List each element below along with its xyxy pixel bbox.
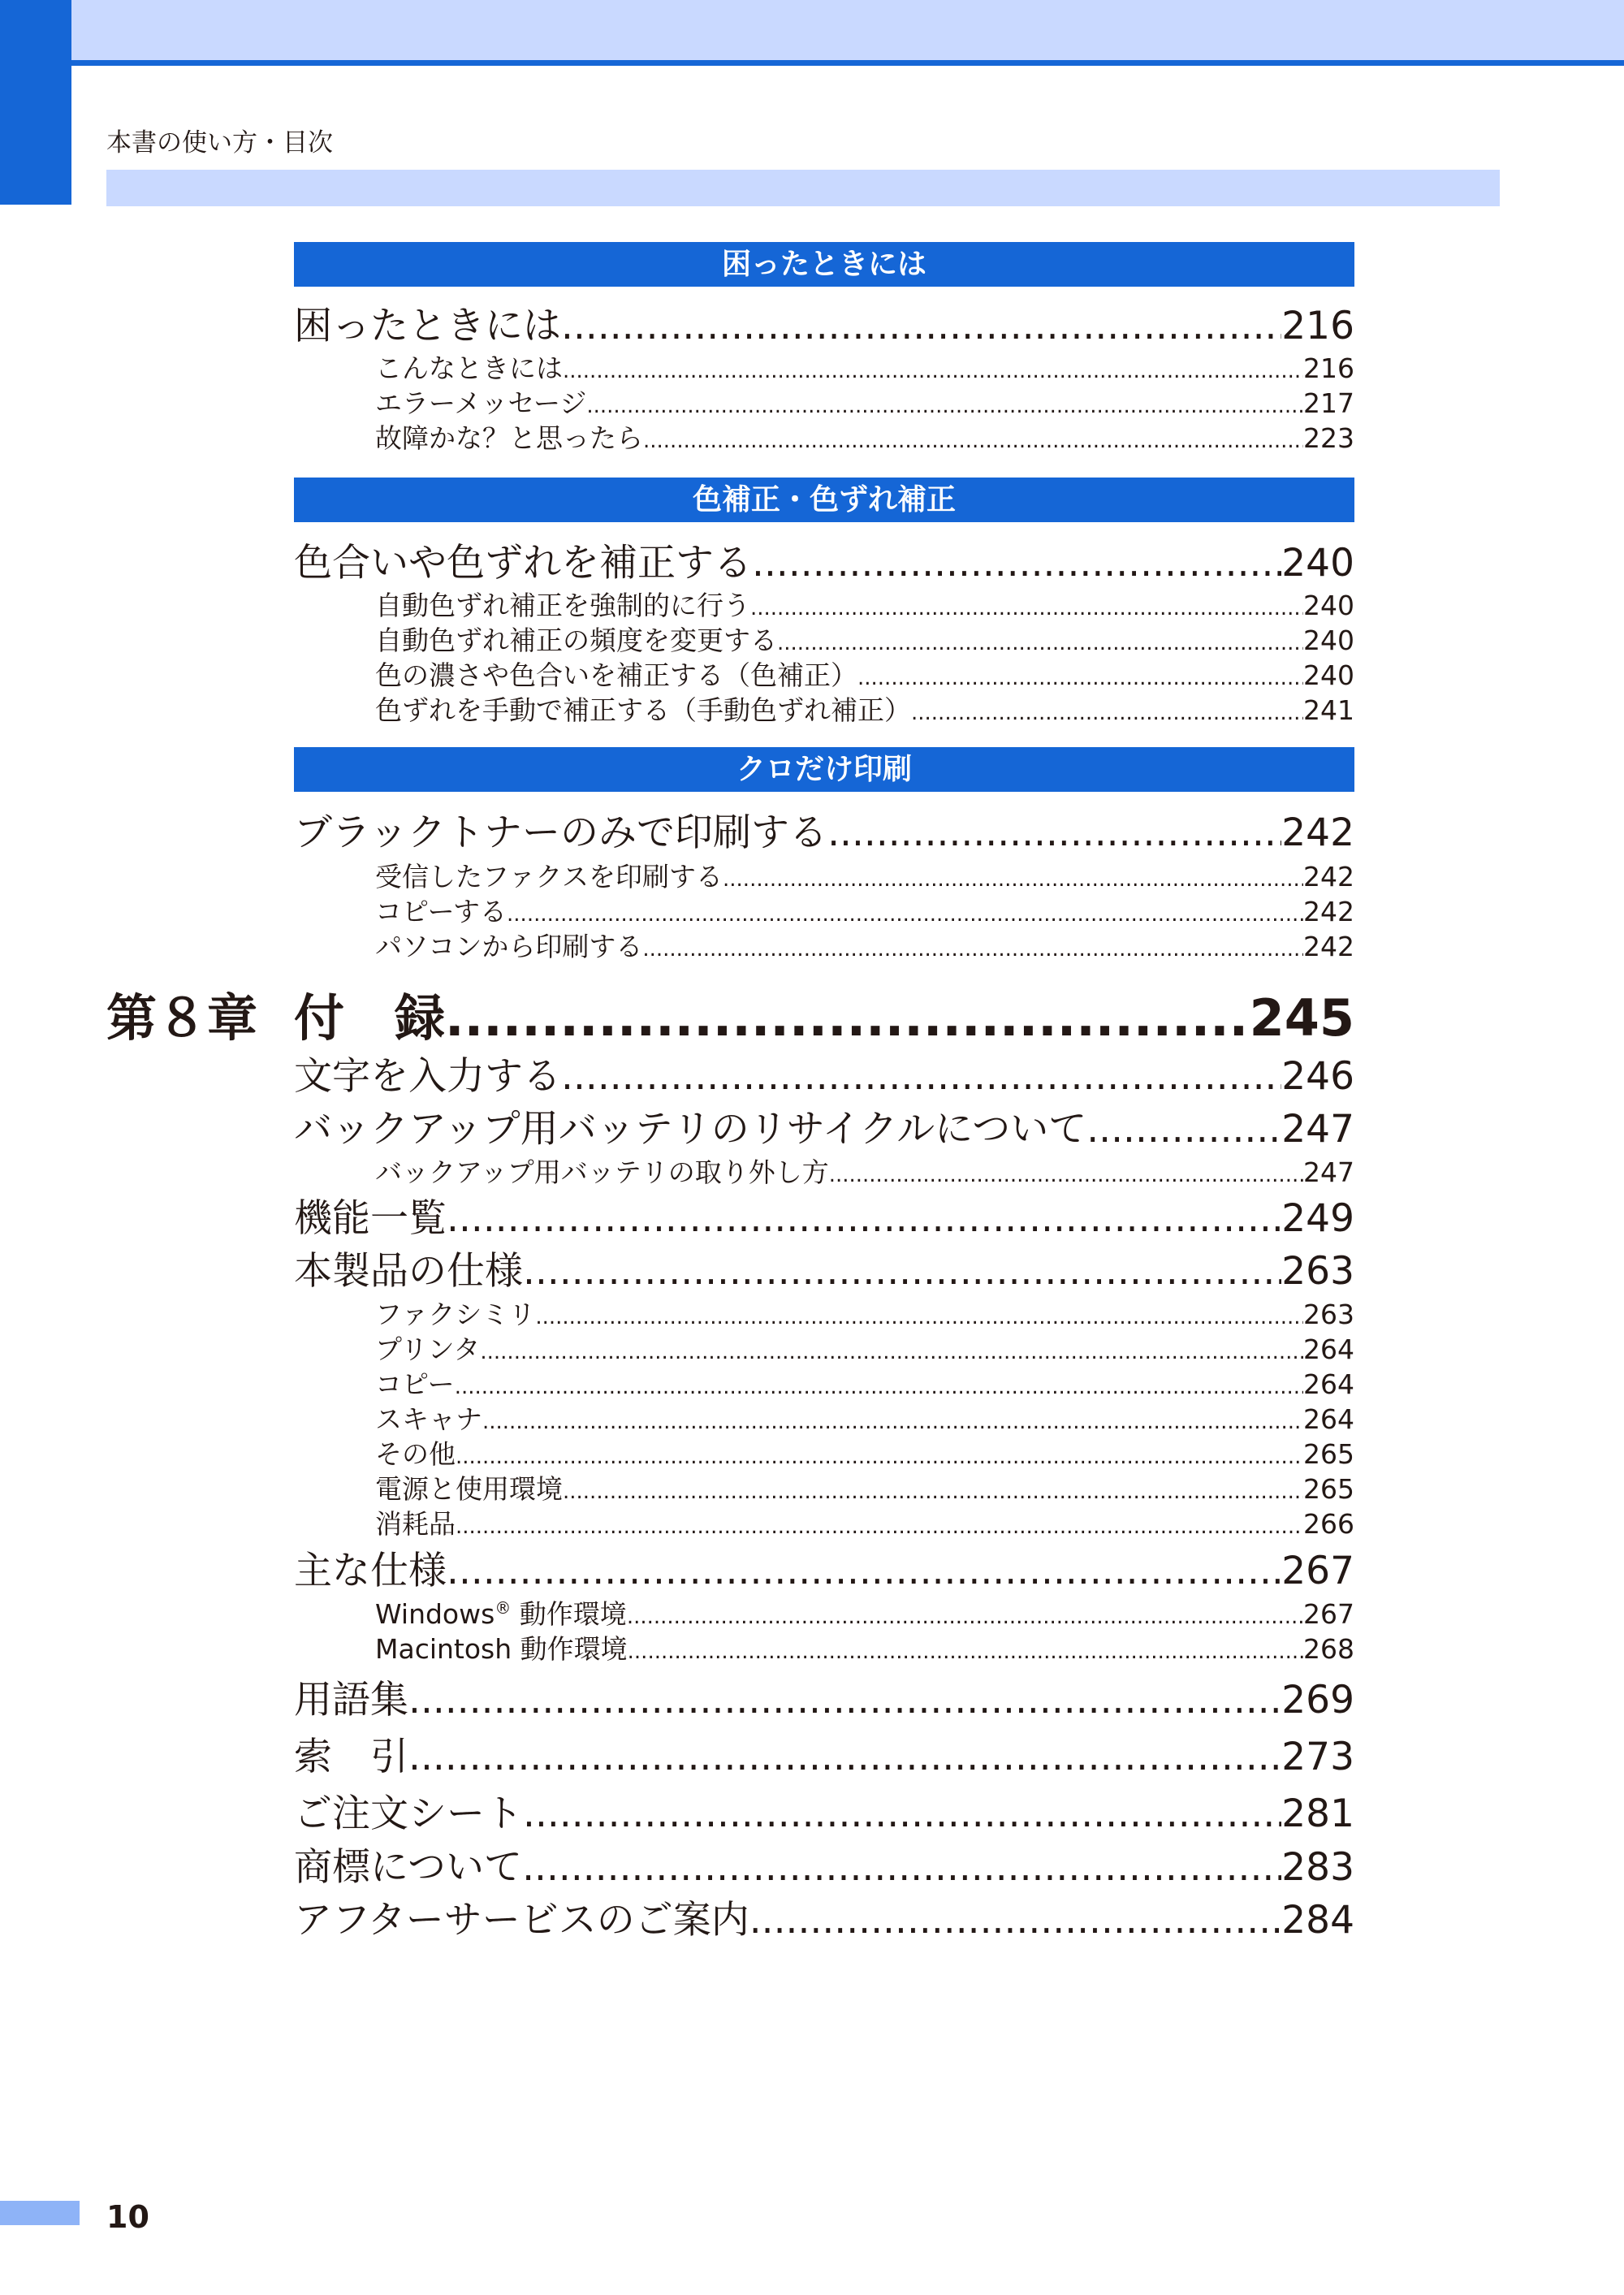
toc-subentry[interactable] bbox=[375, 1433, 1354, 1470]
toc-subentry-page: 264 bbox=[1303, 1403, 1354, 1435]
toc-subentry[interactable] bbox=[375, 348, 1354, 382]
chapter-title: 付 録 bbox=[294, 988, 446, 1048]
toc-subentry-page: 268 bbox=[1303, 1633, 1354, 1665]
toc-leader bbox=[752, 541, 1281, 586]
toc-leader bbox=[643, 429, 1303, 453]
toc-entry[interactable] bbox=[294, 533, 1354, 586]
toc-subentry[interactable] bbox=[375, 417, 1354, 452]
toc-leader bbox=[523, 1791, 1281, 1836]
toc-entry-title: バックアップ用バッテリのリサイクルについて bbox=[294, 1107, 1087, 1152]
toc-entry[interactable] bbox=[294, 1188, 1354, 1241]
toc-entry-title: アフターサービスのご案内 bbox=[294, 1898, 749, 1943]
toc-entry-page: 249 bbox=[1281, 1196, 1354, 1241]
toc-subentry-page: 242 bbox=[1303, 896, 1354, 927]
toc-subentry-page: 264 bbox=[1303, 1333, 1354, 1365]
toc-subentry[interactable] bbox=[375, 1628, 1354, 1665]
toc-leader bbox=[447, 1196, 1281, 1241]
toc-leader bbox=[507, 902, 1303, 927]
toc-leader bbox=[827, 810, 1281, 855]
toc-subentry-title: 色ずれを手動で補正する（手動色ずれ補正） bbox=[375, 694, 911, 726]
toc-entry[interactable] bbox=[294, 1670, 1354, 1722]
toc-subentry-page: 240 bbox=[1303, 590, 1354, 621]
section-header: 色補正・色ずれ補正 bbox=[294, 478, 1354, 522]
toc-subentry-page: 264 bbox=[1303, 1368, 1354, 1400]
toc-subentry-title: パソコンから印刷する bbox=[375, 931, 643, 962]
page-number-bar bbox=[0, 2201, 80, 2225]
toc-entry-title: 主な仕様 bbox=[294, 1549, 447, 1593]
toc-subentry[interactable] bbox=[375, 1593, 1354, 1630]
toc-subentry-page: 240 bbox=[1303, 659, 1354, 691]
page-number: 10 bbox=[106, 2199, 149, 2235]
toc-subentry-title: こんなときには bbox=[375, 352, 563, 384]
toc-entry-page: 284 bbox=[1281, 1898, 1354, 1943]
toc-subentry-page: 247 bbox=[1303, 1156, 1354, 1188]
toc-subentry-title: その他 bbox=[375, 1438, 456, 1470]
left-tab-block bbox=[0, 0, 71, 205]
section-header: クロだけ印刷 bbox=[294, 747, 1354, 792]
toc-subentry-title: Windows® 動作環境 bbox=[375, 1598, 627, 1630]
toc-entry-page: 273 bbox=[1281, 1735, 1354, 1779]
toc-subentry-page: 223 bbox=[1303, 422, 1354, 454]
toc-entry[interactable] bbox=[294, 1783, 1354, 1836]
toc-entry[interactable] bbox=[294, 1727, 1354, 1779]
toc-subentry-page: 263 bbox=[1303, 1299, 1354, 1330]
toc-subentry-title: 故障かな？と思ったら bbox=[375, 422, 643, 454]
toc-leader bbox=[777, 631, 1303, 655]
toc-leader bbox=[1086, 1107, 1281, 1152]
toc-subentry-page: 217 bbox=[1303, 387, 1354, 419]
toc-subentry[interactable] bbox=[375, 655, 1354, 689]
toc-subentry-title: 自動色ずれ補正の頻度を変更する bbox=[375, 625, 777, 656]
toc-subentry-title: Macintosh 動作環境 bbox=[375, 1633, 628, 1665]
toc-subentry-page: 242 bbox=[1303, 931, 1354, 962]
toc-entry[interactable] bbox=[294, 1541, 1354, 1593]
toc-entry-page: 263 bbox=[1281, 1249, 1354, 1294]
toc-leader bbox=[561, 304, 1281, 348]
toc-subentry[interactable] bbox=[375, 856, 1354, 890]
toc-subentry[interactable] bbox=[375, 1468, 1354, 1505]
toc-subentry-page: 265 bbox=[1303, 1438, 1354, 1470]
header-bar bbox=[106, 170, 1500, 206]
toc-entry-page: 242 bbox=[1281, 810, 1354, 855]
toc-subentry[interactable] bbox=[375, 1398, 1354, 1433]
toc-leader bbox=[628, 1640, 1303, 1664]
toc-subentry-page: 267 bbox=[1303, 1598, 1354, 1630]
toc-entry-title: ご注文シート bbox=[294, 1791, 523, 1836]
toc-leader bbox=[911, 701, 1303, 725]
toc-leader bbox=[642, 937, 1303, 962]
toc-entry-page: 247 bbox=[1281, 1107, 1354, 1152]
chapter-page: 245 bbox=[1249, 988, 1354, 1048]
toc-leader bbox=[749, 1898, 1282, 1943]
toc-subentry-title: スキャナ bbox=[375, 1403, 482, 1435]
toc-subentry[interactable] bbox=[375, 1294, 1354, 1328]
toc-subentry-page: 240 bbox=[1303, 625, 1354, 656]
toc-entry-title: 用語集 bbox=[294, 1678, 408, 1722]
toc-leader bbox=[723, 867, 1303, 892]
toc-subentry[interactable] bbox=[375, 689, 1354, 724]
toc-subentry-page: 266 bbox=[1303, 1508, 1354, 1540]
toc-leader bbox=[750, 596, 1303, 620]
toc-subentry-title: 色の濃さや色合いを補正する（色補正） bbox=[375, 659, 857, 691]
toc-subentry[interactable] bbox=[375, 1152, 1354, 1186]
toc-subentry-title: 受信したファクスを印刷する bbox=[375, 861, 723, 892]
toc-leader bbox=[563, 1480, 1303, 1504]
toc-leader bbox=[408, 1678, 1281, 1722]
toc-entry[interactable] bbox=[294, 1241, 1354, 1294]
toc-subentry[interactable] bbox=[375, 926, 1354, 960]
toc-subentry-title: 電源と使用環境 bbox=[375, 1473, 563, 1505]
toc-subentry[interactable] bbox=[375, 1364, 1354, 1398]
toc-subentry-page: 241 bbox=[1303, 694, 1354, 726]
toc-leader bbox=[455, 1375, 1303, 1399]
toc-entry-title: ブラックトナーのみで印刷する bbox=[294, 810, 828, 855]
toc-subentry[interactable] bbox=[375, 891, 1354, 925]
toc-entry-page: 240 bbox=[1281, 541, 1354, 586]
toc-subentry-page: 216 bbox=[1303, 352, 1354, 384]
toc-subentry-title: 消耗品 bbox=[375, 1508, 456, 1540]
chapter-entry[interactable] bbox=[106, 978, 1354, 1048]
toc-subentry-page: 242 bbox=[1303, 861, 1354, 892]
toc-entry-title: 機能一覧 bbox=[294, 1196, 447, 1241]
toc-entry-title: 本製品の仕様 bbox=[294, 1249, 523, 1294]
toc-subentry-title: コピーする bbox=[375, 896, 508, 927]
toc-subentry[interactable] bbox=[375, 1329, 1354, 1363]
toc-leader bbox=[563, 359, 1303, 383]
toc-subentry[interactable] bbox=[375, 620, 1354, 654]
toc-entry-page: 283 bbox=[1281, 1845, 1354, 1890]
toc-subentry[interactable] bbox=[375, 585, 1354, 619]
toc-leader bbox=[408, 1735, 1281, 1779]
toc-entry-page: 281 bbox=[1281, 1791, 1354, 1836]
toc-entry[interactable] bbox=[294, 1099, 1354, 1152]
toc-entry-title: 困ったときには bbox=[294, 304, 561, 348]
toc-entry[interactable] bbox=[294, 296, 1354, 348]
toc-subentry[interactable] bbox=[375, 382, 1354, 417]
toc-subentry-title: バックアップ用バッテリの取り外し方 bbox=[375, 1156, 829, 1188]
toc-entry-page: 246 bbox=[1281, 1054, 1354, 1099]
toc-leader bbox=[535, 1305, 1303, 1329]
toc-leader bbox=[857, 666, 1303, 690]
toc-subentry-page: 265 bbox=[1303, 1473, 1354, 1505]
toc-entry-page: 216 bbox=[1281, 304, 1354, 348]
chapter-label: 第８章 bbox=[106, 988, 258, 1048]
toc-leader bbox=[829, 1163, 1303, 1187]
toc-leader bbox=[523, 1249, 1281, 1294]
running-title: 本書の使い方・目次 bbox=[106, 128, 333, 158]
section-header: 困ったときには bbox=[294, 242, 1354, 287]
toc-leader bbox=[561, 1054, 1281, 1099]
toc-entry-title: 文字を入力する bbox=[294, 1054, 561, 1099]
toc-leader bbox=[480, 1340, 1303, 1364]
toc-subentry[interactable] bbox=[375, 1503, 1354, 1540]
toc-entry[interactable] bbox=[294, 1837, 1354, 1890]
toc-entry-title: 索 引 bbox=[294, 1735, 408, 1779]
toc-entry[interactable] bbox=[294, 1046, 1354, 1099]
toc-subentry-title: エラーメッセージ bbox=[375, 387, 587, 419]
toc-leader bbox=[447, 1549, 1281, 1593]
toc-leader bbox=[456, 1515, 1303, 1539]
toc-entry-title: 商標について bbox=[294, 1845, 523, 1890]
toc-subentry-title: ファクシミリ bbox=[375, 1299, 536, 1330]
top-header-band bbox=[0, 0, 1624, 65]
toc-leader bbox=[627, 1605, 1303, 1629]
toc-leader bbox=[445, 988, 1250, 1048]
toc-entry[interactable] bbox=[294, 1890, 1354, 1943]
top-header-rule bbox=[0, 60, 1624, 66]
toc-entry[interactable] bbox=[294, 802, 1354, 855]
registered-mark: ® bbox=[495, 1598, 512, 1618]
toc-entry-page: 269 bbox=[1281, 1678, 1354, 1722]
toc-subentry-title: 自動色ずれ補正を強制的に行う bbox=[375, 590, 750, 621]
toc-leader bbox=[482, 1410, 1303, 1434]
toc-entry-title: 色合いや色ずれを補正する bbox=[294, 541, 752, 586]
toc-leader bbox=[522, 1845, 1281, 1890]
toc-leader bbox=[586, 394, 1303, 418]
toc-entry-page: 267 bbox=[1281, 1549, 1354, 1593]
toc-subentry-title: プリンタ bbox=[375, 1333, 481, 1365]
toc-leader bbox=[456, 1445, 1303, 1469]
toc-subentry-title: コピー bbox=[375, 1368, 455, 1400]
